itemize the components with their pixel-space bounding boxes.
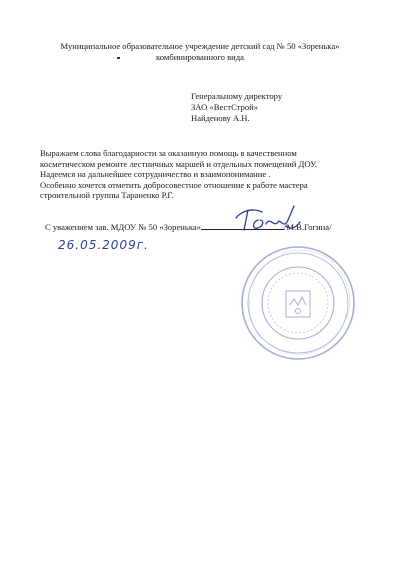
body-line: Особенно хочется отметить добросовестное отношение к работе мастера	[40, 179, 308, 190]
header-mark	[117, 57, 120, 59]
closing-prefix: С уважением зав. МДОУ № 50 «Зоренька»	[45, 222, 201, 232]
letter-header	[20, 41, 380, 63]
letter-body	[40, 148, 370, 201]
header-type-line: комбинированного вида	[156, 52, 244, 62]
body-line: Выражаем слова благодарности за оказанную помощь в качественном	[40, 148, 297, 158]
closing-signer: /М.В.Гогина/	[283, 222, 332, 232]
addressee-position: Генеральному директору	[191, 91, 283, 101]
body-line: Надеемся на дальнейшее сотрудничество и взаимопонимание .	[40, 169, 271, 179]
body-line: косметическом ремонте лестничных маршей и отдельных помещений ДОУ.	[40, 158, 317, 169]
addressee-company: ЗАО «ВестСтрой»	[191, 102, 259, 112]
body-line: строительной группы Тараненко Р.Г.	[40, 190, 174, 200]
addressee-name: Найденову А.Н.	[191, 113, 250, 123]
header-institution-line: Муниципальное образовательное учреждение детский сад № 50 «Зоренька»	[60, 41, 340, 51]
addressee-block	[191, 91, 282, 124]
round-seal-stamp-icon	[238, 243, 358, 363]
handwritten-signature	[228, 200, 308, 240]
handwritten-date: 26.05.2009г.	[58, 238, 149, 252]
